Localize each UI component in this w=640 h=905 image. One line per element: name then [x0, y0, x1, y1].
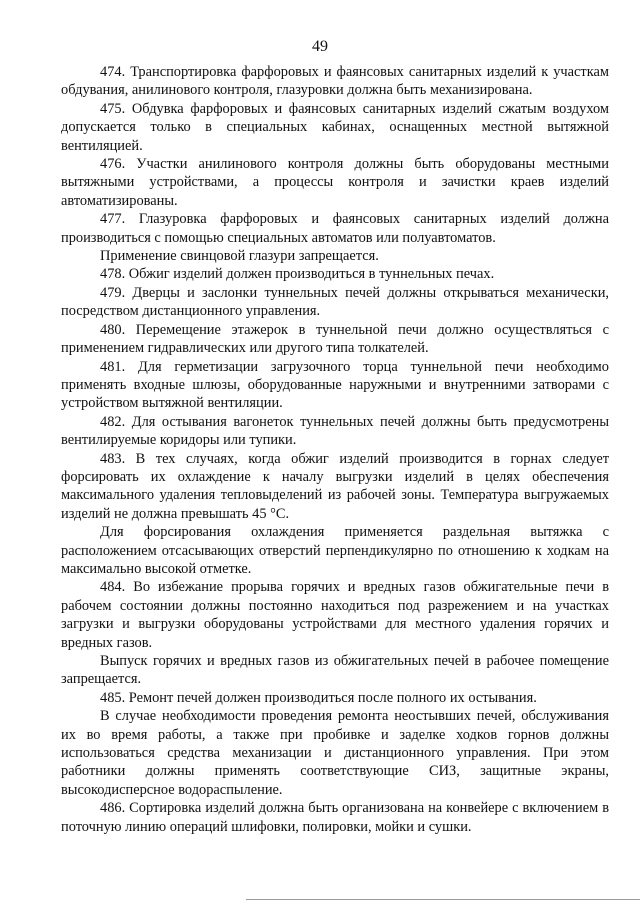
paragraph-484-note: Выпуск горячих и вредных газов из обжигательных печей в рабочее помещение запрещается.	[61, 653, 609, 688]
paragraph-486: 486. Сортировка изделий должна быть организована на конвейере с включением в поточную линию операций шлифовки, полировки, мойки и сушки.	[61, 800, 609, 835]
paragraph-475: 475. Обдувка фарфоровых и фаянсовых санитарных изделий сжатым воздухом допускается только в специальных кабинах, оснащенных местной вытяжной вентиляцией.	[61, 100, 609, 154]
paragraph-482: 482. Для остывания вагонеток туннельных печей должны быть предусмотрены вентилируемые коридоры или тупики.	[61, 413, 609, 449]
paragraph-484: 484. Во избежание прорыва горячих и вредных газов обжигательные печи в рабочем состоянии должны постоянно находиться под разрежением и на участках загрузки и выгрузки оборудованы устройствами для местного удаления горячих и вредных газов.	[61, 579, 609, 651]
paragraph-483-note: Для форсирования охлаждения применяется раздельная вытяжка с расположением отсасывающих отверстий перпендикулярно по отношению к ходкам на максимально высокой отметке.	[61, 524, 609, 577]
document-body	[61, 63, 609, 836]
bottom-divider	[246, 899, 640, 900]
paragraph-483: 483. В тех случаях, когда обжиг изделий производится в горнах следует форсировать их охлаждение к началу выгрузки изделий в целях обеспечения максимального удаления тепловыделений из рабочей зоны. Температура выгружаемых изделий не должна превышать 45 °С.	[61, 450, 609, 522]
paragraph-476: 476. Участки анилинового контроля должны быть оборудованы местными вытяжными устройствами, а процессы контроля и зачистки краев изделий автоматизированы.	[61, 156, 609, 209]
paragraph-485-note: В случае необходимости проведения ремонта неостывших печей, обслуживания их во время работы, а также при пробивке и заделке ходков горнов должны использоваться средства механизации и дистанционного управления. При этом работники должны применять соответствующие СИЗ, защитные экраны, высокодисперсное водораспыление.	[61, 708, 609, 798]
paragraph-478: 478. Обжиг изделий должен производиться в туннельных печах.	[100, 266, 495, 283]
paragraph-479: 479. Дверцы и заслонки туннельных печей должны открываться механически, посредством дистанционного управления.	[61, 284, 609, 320]
paragraph-477: 477. Глазуровка фарфоровых и фаянсовых санитарных изделий должна производиться с помощью специальных автоматов или полуавтоматов.	[61, 211, 609, 246]
paragraph-474: 474. Транспортировка фарфоровых и фаянсовых санитарных изделий к участкам обдувания, анилинового контроля, глазуровки должна быть механизирована.	[61, 64, 609, 99]
paragraph-485: 485. Ремонт печей должен производиться после полного их остывания.	[100, 689, 537, 706]
paragraph-477-note: Применение свинцовой глазури запрещается.	[100, 248, 379, 265]
paragraph-480: 480. Перемещение этажерок в туннельной печи должно осуществляться с применением гидравлических или другого типа толкателей.	[61, 321, 609, 357]
page-number: 49	[312, 38, 328, 55]
paragraph-481: 481. Для герметизации загрузочного торца туннельной печи необходимо применять входные шлюзы, оборудованные наружными и внутренними затворами с устройством вытяжной вентиляции.	[61, 358, 609, 412]
